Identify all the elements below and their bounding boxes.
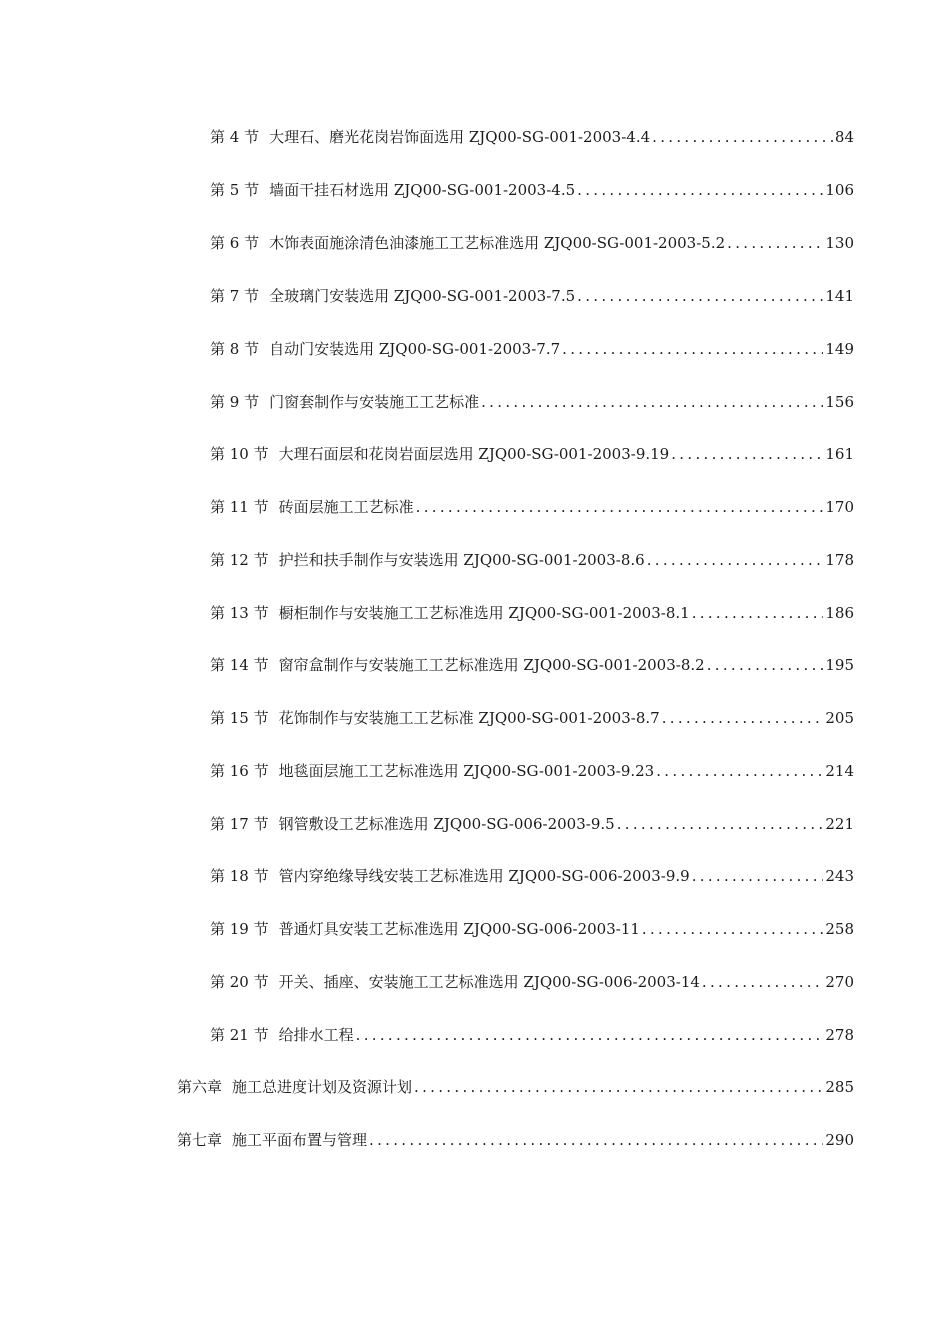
entry-title: 施工总进度计划及资源计划 — [232, 1078, 413, 1096]
entry-page-number: 106 — [825, 181, 854, 199]
dot-leader — [577, 179, 823, 201]
entry-title: 给排水工程 — [278, 1026, 354, 1044]
toc-entry[interactable] — [210, 918, 854, 940]
entry-page-number: 290 — [825, 1131, 854, 1149]
entry-page-number: 84 — [834, 128, 854, 146]
toc-entry[interactable] — [210, 654, 854, 676]
entry-page-number: 186 — [825, 604, 854, 622]
entry-number: 第 6 节 — [210, 234, 260, 252]
entry-number: 第 17 节 — [210, 815, 269, 833]
toc-entry[interactable] — [210, 602, 854, 624]
entry-title: 全玻璃门安装选用 ZJQ00-SG-001-2003-7.5 — [269, 287, 576, 305]
entry-title: 大理石、磨光花岗岩饰面选用 ZJQ00-SG-001-2003-4.4 — [269, 128, 651, 146]
entry-number: 第 16 节 — [210, 762, 269, 780]
toc-entry[interactable] — [210, 391, 854, 413]
entry-page-number: 221 — [825, 815, 854, 833]
entry-number: 第 4 节 — [210, 128, 260, 146]
entry-title: 自动门安装选用 ZJQ00-SG-001-2003-7.7 — [269, 340, 561, 358]
entry-page-number: 156 — [825, 393, 854, 411]
entry-number: 第 20 节 — [210, 973, 269, 991]
entry-page-number: 195 — [825, 656, 854, 674]
entry-number: 第 19 节 — [210, 920, 269, 938]
entry-title: 施工平面布置与管理 — [232, 1131, 368, 1149]
dot-leader — [692, 602, 824, 624]
entry-number: 第七章 — [177, 1131, 223, 1149]
dot-leader — [369, 1129, 823, 1151]
entry-number: 第 21 节 — [210, 1026, 269, 1044]
entry-page-number: 161 — [825, 445, 854, 463]
dot-leader — [642, 918, 823, 940]
toc-chapter-entry[interactable] — [177, 1129, 854, 1151]
dot-leader — [577, 285, 823, 307]
entry-title: 地毯面层施工工艺标准选用 ZJQ00-SG-001-2003-9.23 — [278, 762, 655, 780]
entry-page-number: 130 — [825, 234, 854, 252]
dot-leader — [671, 443, 823, 465]
entry-number: 第 10 节 — [210, 445, 269, 463]
entry-number: 第 9 节 — [210, 393, 260, 411]
toc-chapter-entry[interactable] — [177, 1076, 854, 1098]
entry-title: 窗帘盒制作与安装施工工艺标准选用 ZJQ00-SG-001-2003-8.2 — [278, 656, 705, 674]
dot-leader — [562, 338, 823, 360]
dot-leader — [656, 760, 823, 782]
entry-number: 第 13 节 — [210, 604, 269, 622]
entry-number: 第六章 — [177, 1078, 223, 1096]
toc-entry[interactable] — [210, 813, 854, 835]
entry-title: 开关、插座、安装施工工艺标准选用 ZJQ00-SG-006-2003-14 — [278, 973, 700, 991]
dot-leader — [617, 813, 824, 835]
entry-title: 橱柜制作与安装施工工艺标准选用 ZJQ00-SG-001-2003-8.1 — [278, 604, 690, 622]
dot-leader — [481, 391, 823, 413]
toc-entry[interactable] — [210, 549, 854, 571]
entry-number: 第 5 节 — [210, 181, 260, 199]
entry-title: 大理石面层和花岗岩面层选用 ZJQ00-SG-001-2003-9.19 — [278, 445, 670, 463]
entry-page-number: 170 — [825, 498, 854, 516]
entry-page-number: 278 — [825, 1026, 854, 1044]
dot-leader — [692, 865, 824, 887]
dot-leader — [702, 971, 823, 993]
toc-entry[interactable] — [210, 126, 854, 148]
entry-title: 管内穿绝缘导线安装工艺标准选用 ZJQ00-SG-006-2003-9.9 — [278, 867, 690, 885]
dot-leader — [662, 707, 824, 729]
dot-leader — [652, 126, 833, 148]
toc-entry[interactable] — [210, 179, 854, 201]
dot-leader — [647, 549, 824, 571]
entry-number: 第 7 节 — [210, 287, 260, 305]
entry-title: 护拦和扶手制作与安装选用 ZJQ00-SG-001-2003-8.6 — [278, 551, 645, 569]
entry-title: 门窗套制作与安装施工工艺标准 — [269, 393, 480, 411]
entry-title: 木饰表面施涂清色油漆施工工艺标准选用 ZJQ00-SG-001-2003-5.2 — [269, 234, 726, 252]
entry-page-number: 178 — [825, 551, 854, 569]
dot-leader — [414, 1076, 823, 1098]
entry-number: 第 8 节 — [210, 340, 260, 358]
entry-page-number: 258 — [825, 920, 854, 938]
entry-page-number: 205 — [825, 709, 854, 727]
toc-entry[interactable] — [210, 496, 854, 518]
dot-leader — [707, 654, 824, 676]
entry-title: 墙面干挂石材选用 ZJQ00-SG-001-2003-4.5 — [269, 181, 576, 199]
entry-page-number: 214 — [825, 762, 854, 780]
toc-entry[interactable] — [210, 760, 854, 782]
toc-entry[interactable] — [210, 443, 854, 465]
dot-leader — [356, 1024, 824, 1046]
entry-number: 第 18 节 — [210, 867, 269, 885]
toc-entry[interactable] — [210, 707, 854, 729]
toc-entry[interactable] — [210, 1024, 854, 1046]
entry-page-number: 243 — [825, 867, 854, 885]
entry-title: 普通灯具安装工艺标准选用 ZJQ00-SG-006-2003-11 — [278, 920, 640, 938]
entry-title: 钢管敷设工艺标准选用 ZJQ00-SG-006-2003-9.5 — [278, 815, 615, 833]
entry-page-number: 270 — [825, 973, 854, 991]
toc-entry[interactable] — [210, 338, 854, 360]
toc-entry[interactable] — [210, 865, 854, 887]
dot-leader — [727, 232, 823, 254]
entry-number: 第 14 节 — [210, 656, 269, 674]
entry-title: 花饰制作与安装施工工艺标准 ZJQ00-SG-001-2003-8.7 — [278, 709, 660, 727]
toc-entry[interactable] — [210, 232, 854, 254]
toc-entry[interactable] — [210, 971, 854, 993]
entry-number: 第 11 节 — [210, 498, 269, 516]
entry-page-number: 149 — [825, 340, 854, 358]
entry-number: 第 15 节 — [210, 709, 269, 727]
dot-leader — [416, 496, 824, 518]
entry-title: 砖面层施工工艺标准 — [278, 498, 414, 516]
toc-entry[interactable] — [210, 285, 854, 307]
entry-number: 第 12 节 — [210, 551, 269, 569]
entry-page-number: 285 — [825, 1078, 854, 1096]
entry-page-number: 141 — [825, 287, 854, 305]
